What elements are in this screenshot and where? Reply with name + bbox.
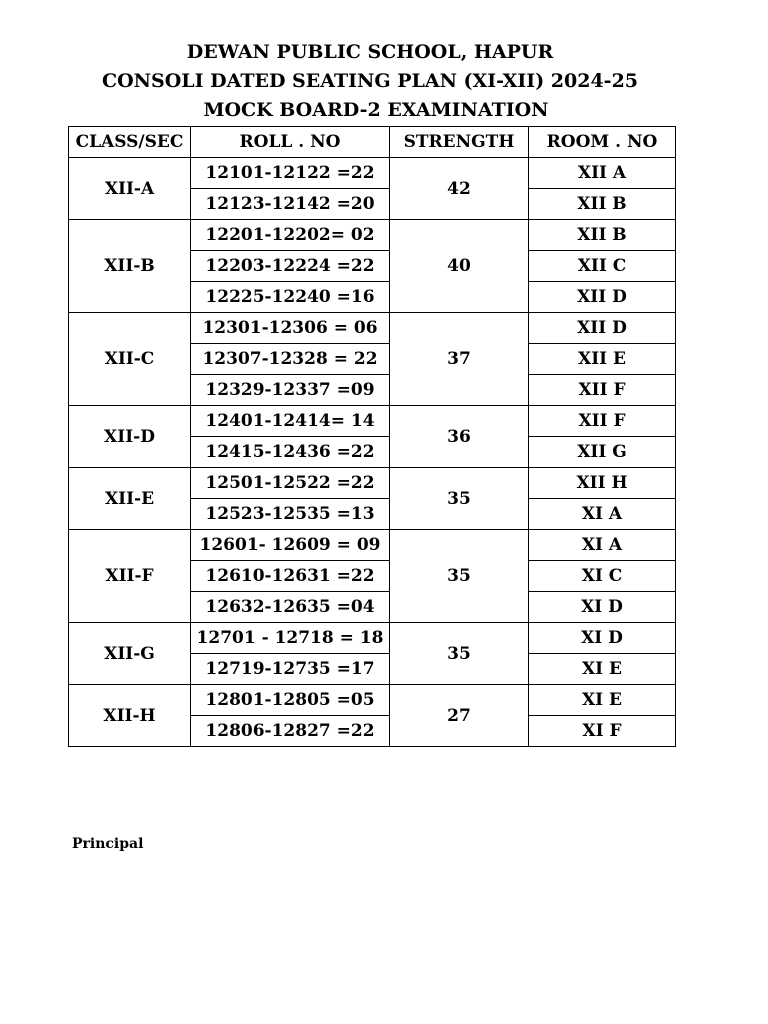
roll-number-cell: 12123-12142 =20 bbox=[191, 189, 390, 220]
room-number-cell: XI E bbox=[529, 654, 676, 685]
room-number-cell: XI D bbox=[529, 592, 676, 623]
class-section-cell: XII-D bbox=[69, 406, 191, 468]
roll-number-cell: 12719-12735 =17 bbox=[191, 654, 390, 685]
document-title bbox=[0, 38, 740, 125]
room-number-cell: XII F bbox=[529, 406, 676, 437]
class-section-cell: XII-C bbox=[69, 313, 191, 406]
roll-number-cell: 12610-12631 =22 bbox=[191, 561, 390, 592]
room-number-cell: XII H bbox=[529, 468, 676, 499]
roll-number-cell: 12301-12306 = 06 bbox=[191, 313, 390, 344]
table-row bbox=[69, 468, 676, 499]
table-header-row bbox=[69, 127, 676, 158]
class-section-cell: XII-H bbox=[69, 685, 191, 747]
strength-cell: 35 bbox=[390, 530, 529, 623]
school-name: DEWAN PUBLIC SCHOOL, HAPUR bbox=[186, 41, 554, 63]
class-section-cell: XII-A bbox=[69, 158, 191, 220]
room-number-cell: XII G bbox=[529, 437, 676, 468]
room-number-cell: XI A bbox=[529, 530, 676, 561]
table-row bbox=[69, 685, 676, 716]
class-section-cell: XII-G bbox=[69, 623, 191, 685]
column-header: CLASS/SEC bbox=[69, 127, 191, 158]
column-header: STRENGTH bbox=[390, 127, 529, 158]
strength-cell: 36 bbox=[390, 406, 529, 468]
exam-name: MOCK BOARD-2 EXAMINATION bbox=[203, 99, 549, 121]
room-number-cell: XI D bbox=[529, 623, 676, 654]
table-row bbox=[69, 158, 676, 189]
room-number-cell: XI A bbox=[529, 499, 676, 530]
roll-number-cell: 12501-12522 =22 bbox=[191, 468, 390, 499]
roll-number-cell: 12701 - 12718 = 18 bbox=[191, 623, 390, 654]
room-number-cell: XII D bbox=[529, 282, 676, 313]
table-row bbox=[69, 406, 676, 437]
room-number-cell: XII F bbox=[529, 375, 676, 406]
room-number-cell: XII C bbox=[529, 251, 676, 282]
table-row bbox=[69, 623, 676, 654]
table-row bbox=[69, 313, 676, 344]
room-number-cell: XI F bbox=[529, 716, 676, 747]
room-number-cell: XII B bbox=[529, 220, 676, 251]
roll-number-cell: 12401-12414= 14 bbox=[191, 406, 390, 437]
table-row bbox=[69, 220, 676, 251]
roll-number-cell: 12632-12635 =04 bbox=[191, 592, 390, 623]
roll-number-cell: 12329-12337 =09 bbox=[191, 375, 390, 406]
table-row bbox=[69, 530, 676, 561]
strength-cell: 42 bbox=[390, 158, 529, 220]
room-number-cell: XII D bbox=[529, 313, 676, 344]
room-number-cell: XI C bbox=[529, 561, 676, 592]
roll-number-cell: 12201-12202= 02 bbox=[191, 220, 390, 251]
roll-number-cell: 12203-12224 =22 bbox=[191, 251, 390, 282]
column-header: ROLL . NO bbox=[191, 127, 390, 158]
class-section-cell: XII-F bbox=[69, 530, 191, 623]
strength-cell: 40 bbox=[390, 220, 529, 313]
strength-cell: 27 bbox=[390, 685, 529, 747]
room-number-cell: XII E bbox=[529, 344, 676, 375]
roll-number-cell: 12601- 12609 = 09 bbox=[191, 530, 390, 561]
strength-cell: 35 bbox=[390, 623, 529, 685]
room-number-cell: XI E bbox=[529, 685, 676, 716]
roll-number-cell: 12101-12122 =22 bbox=[191, 158, 390, 189]
roll-number-cell: 12225-12240 =16 bbox=[191, 282, 390, 313]
roll-number-cell: 12415-12436 =22 bbox=[191, 437, 390, 468]
roll-number-cell: 12801-12805 =05 bbox=[191, 685, 390, 716]
column-header: ROOM . NO bbox=[529, 127, 676, 158]
strength-cell: 37 bbox=[390, 313, 529, 406]
roll-number-cell: 12307-12328 = 22 bbox=[191, 344, 390, 375]
table-body bbox=[69, 158, 676, 747]
roll-number-cell: 12523-12535 =13 bbox=[191, 499, 390, 530]
room-number-cell: XII B bbox=[529, 189, 676, 220]
plan-title: CONSOLI DATED SEATING PLAN (XI-XII) 2024-25 bbox=[101, 70, 639, 92]
strength-cell: 35 bbox=[390, 468, 529, 530]
roll-number-cell: 12806-12827 =22 bbox=[191, 716, 390, 747]
seating-plan-table bbox=[68, 126, 676, 747]
principal-signature-label: Principal bbox=[72, 836, 144, 852]
class-section-cell: XII-E bbox=[69, 468, 191, 530]
room-number-cell: XII A bbox=[529, 158, 676, 189]
class-section-cell: XII-B bbox=[69, 220, 191, 313]
